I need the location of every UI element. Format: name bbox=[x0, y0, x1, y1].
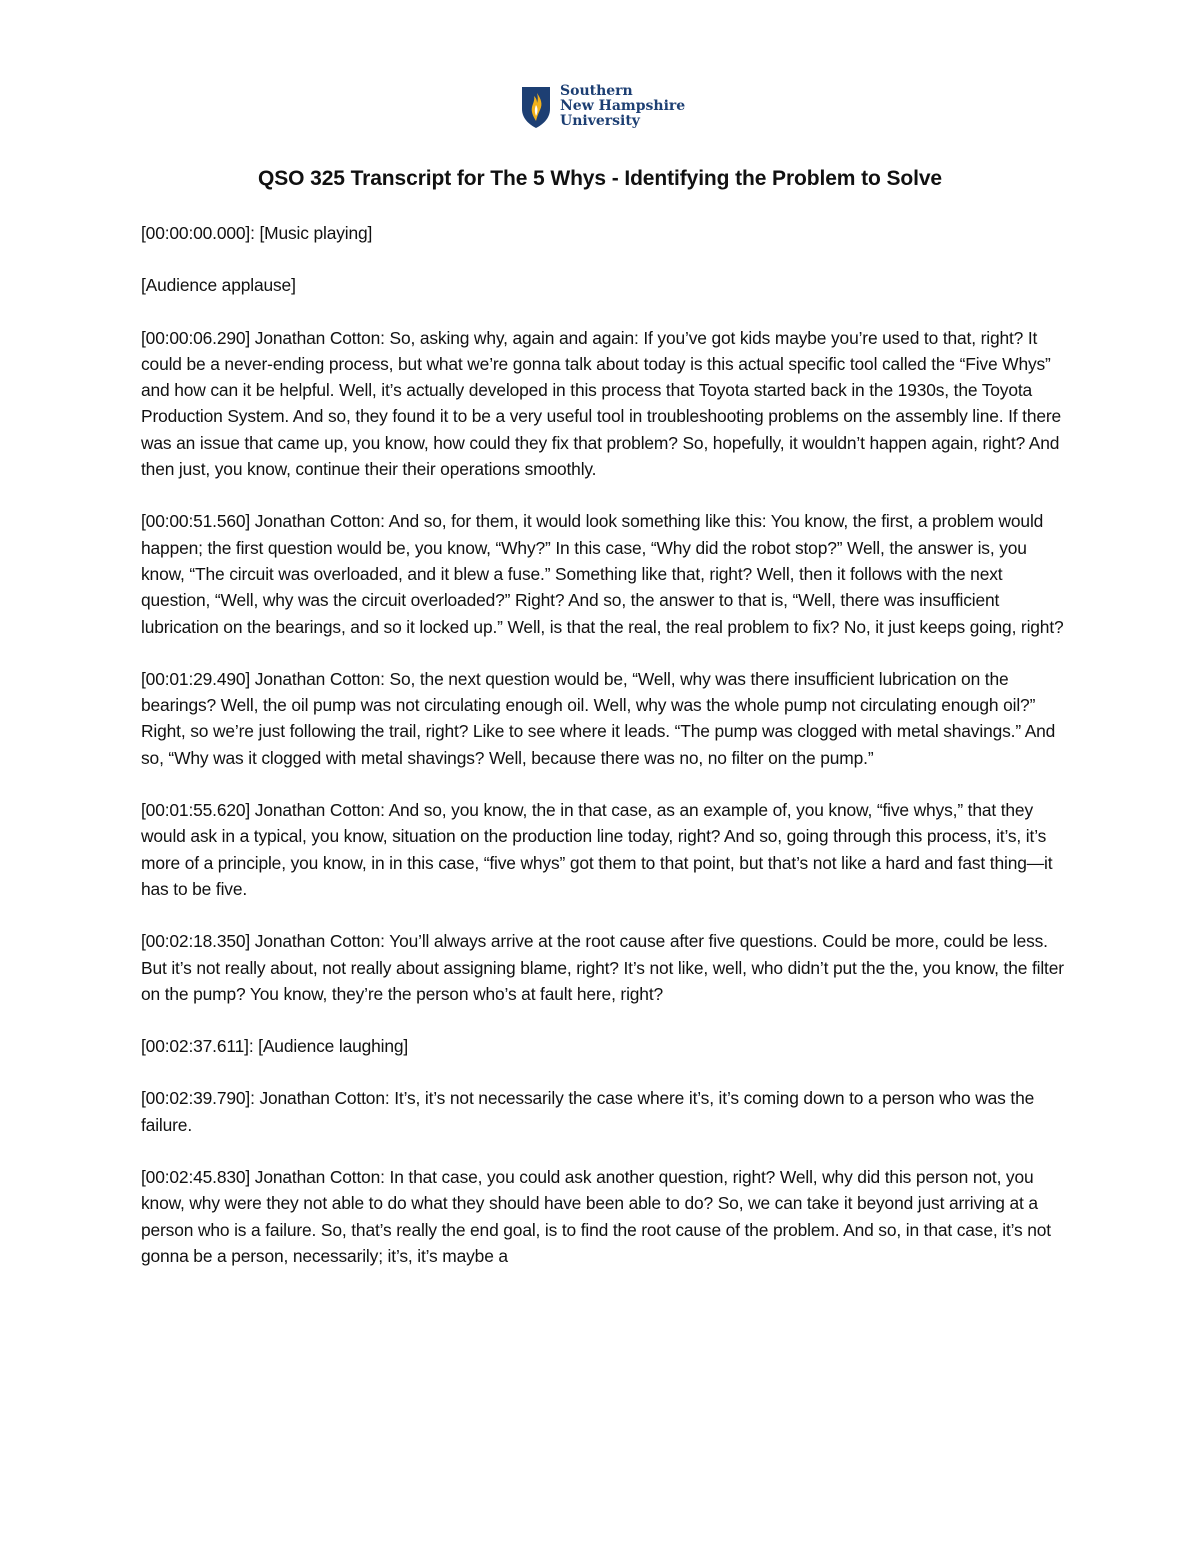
transcript-paragraph: [00:02:39.790]: Jonathan Cotton: It’s, it’s not necessarily the case where it’s, it’s coming down to a person who was the failure. bbox=[141, 1088, 1035, 1135]
transcript-paragraph: [00:02:18.350] Jonathan Cotton: You’ll always arrive at the root cause after five questions. Could be more, could be less. But it’s not really about, not really about assigning blame, right? It’s not like, well, who didn’t put the the, you know, the filter on the pump? You know, they’re the person who’s at fault here, right? bbox=[141, 931, 1064, 1004]
logo-line: Southern bbox=[560, 83, 633, 99]
shield-flame-icon bbox=[520, 85, 552, 129]
logo-line: University bbox=[560, 113, 640, 129]
transcript-paragraph: [00:02:45.830] Jonathan Cotton: In that case, you could ask another question, right? Well, why did this person not, you know, why were they not able to do what they should have been able to do? So, we can take it beyond just arriving at a person who is a failure. So, that’s really the end goal, is to find the root cause of the problem. And so, in that case, it’s not gonna be a person, necessarily; it’s, it’s maybe a bbox=[141, 1167, 1051, 1266]
transcript-paragraph: [Audience applause] bbox=[141, 275, 296, 296]
transcript-paragraph: [00:02:37.611]: [Audience laughing] bbox=[141, 1036, 409, 1057]
transcript-paragraph: [00:01:55.620] Jonathan Cotton: And so, you know, the in that case, as an example of, you know, “five whys,” that they would ask in a typical, you know, situation on the production line today, right? And so, going through this process, it’s, it’s more of a principle, you know, in in this case, “five whys” got them to that point, but that’s not like a hard and fast thing—it has to be five. bbox=[141, 800, 1053, 899]
university-logo bbox=[520, 84, 685, 129]
transcript-paragraph: [00:00:51.560] Jonathan Cotton: And so, for them, it would look something like this: You know, the first, a problem would happen; the first question would be, you know, “Why?” In this case, “Why did the robot stop?” Well, the answer is, you know, “The circuit was overloaded, and it blew a fuse.” Something like that, right? Well, then it follows with the next question, “Well, why was the circuit overloaded?” Right? And so, the answer to that is, “Well, there was insufficient lubrication on the bearings, and so it locked up.” Well, is that the real, the real problem to fix? No, it just keeps going, right? bbox=[141, 511, 1064, 637]
transcript-paragraph: [00:00:06.290] Jonathan Cotton: So, asking why, again and again: If you’ve got kids maybe you’re used to that, right? It could be a never-ending process, but what we’re gonna talk about today is this actual specific tool called the “Five Whys” and how can it be helpful. Well, it’s actually developed in this process that Toyota started back in the 1930s, the Toyota Production System. And so, they found it to be a very useful tool in troubleshooting problems on the assembly line. If there was an issue that came up, you know, how could they fix that problem? So, hopefully, it wouldn’t happen again, right? And then just, you know, continue their their operations smoothly. bbox=[141, 327, 1062, 480]
logo-wordmark bbox=[560, 84, 685, 129]
document-title: QSO 325 Transcript for The 5 Whys - Identifying the Problem to Solve bbox=[258, 167, 942, 190]
transcript-paragraph: [00:00:00.000]: [Music playing] bbox=[141, 223, 373, 243]
transcript-body bbox=[141, 220, 1066, 1295]
logo-line: New Hampshire bbox=[560, 98, 686, 114]
transcript-paragraph: [00:01:29.490] Jonathan Cotton: So, the next question would be, “Well, why was there insufficient lubrication on the bearings? Well, the oil pump was not circulating enough oil. Well, why was the whole pump not circulating enough oil?” Right, so we’re just following the trail, right? Like to see where it leads. “The pump was clogged with metal shavings.” And so, “Why was it clogged with metal shavings? Well, because there was no, no filter on the pump.” bbox=[141, 668, 1056, 768]
